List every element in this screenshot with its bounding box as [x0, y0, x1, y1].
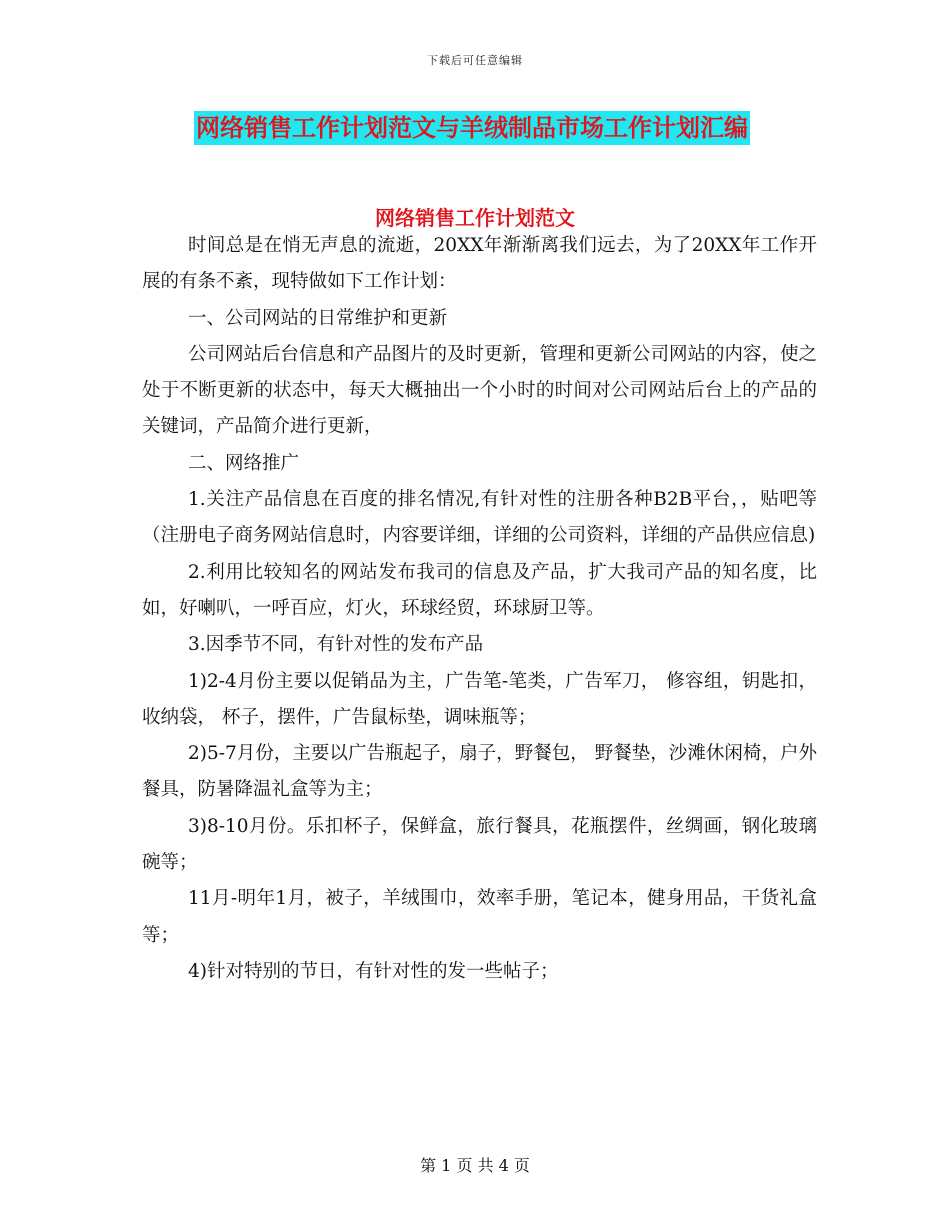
page-footer [0, 1153, 950, 1176]
paragraph: 11月-明年1月，被子，羊绒围巾，效率手册，笔记本，健身用品，干货礼盒等； [142, 888, 817, 946]
footer-prefix: 第 [420, 1156, 437, 1175]
total-pages-number: 4 [498, 1156, 509, 1175]
paragraph: 二、网络推广 [188, 452, 300, 474]
current-page-number: 1 [441, 1156, 452, 1175]
paragraph: 公司网站后台信息和产品图片的及时更新，管理和更新公司网站的内容，使之处于不断更新的状态中，每天大概抽出一个小时的时间对公司网站后台上的产品的关键词，产品简介进行更新， [142, 343, 818, 438]
document-body [142, 228, 817, 990]
paragraph: 2.利用比较知名的网站发布我司的信息及产品，扩大我司产品的知名度，比如，好喇叭，一呼百应，灯火，环球经贸，环球厨卫等。 [142, 561, 817, 619]
paragraph: 1)2-4月份主要以促销品为主，广告笔-笔类，广告军刀， 修容组，钥匙扣，收纳袋， 杯子，摆件，广告鼠标垫，调味瓶等； [142, 670, 817, 728]
paragraph: 时间总是在悄无声息的流逝，20XX年渐渐离我们远去，为了20XX年工作开展的有条不紊，现特做如下工作计划： [142, 235, 817, 293]
paragraph: 3.因季节不同，有针对性的发布产品 [188, 634, 484, 656]
paragraph: 一、公司网站的日常维护和更新 [188, 307, 448, 329]
footer-middle: 页 共 [456, 1156, 494, 1175]
footer-suffix: 页 [513, 1156, 530, 1175]
paragraph: 2)5-7月份，主要以广告瓶起子，扇子，野餐包， 野餐垫，沙滩休闲椅，户外餐具，防暑降温礼盒等为主； [142, 743, 817, 801]
paragraph: 4)针对特别的节日，有针对性的发一些帖子； [188, 960, 559, 982]
section-title: 网络销售工作计划范文 [375, 206, 575, 230]
paragraph: 3)8-10月份。乐扣杯子，保鲜盒，旅行餐具，花瓶摆件，丝绸画，钢化玻璃碗等； [142, 815, 817, 874]
header-note: 下载后可任意编辑 [427, 54, 523, 67]
paragraph: 1.关注产品信息在百度的排名情况,有针对性的注册各种B2B平台，，贴吧等（注册电子商务网站信息时，内容要详细，详细的公司资料，详细的产品供应信息) [142, 489, 817, 547]
document-title: 网络销售工作计划范文与羊绒制品市场工作计划汇编 [194, 111, 750, 145]
